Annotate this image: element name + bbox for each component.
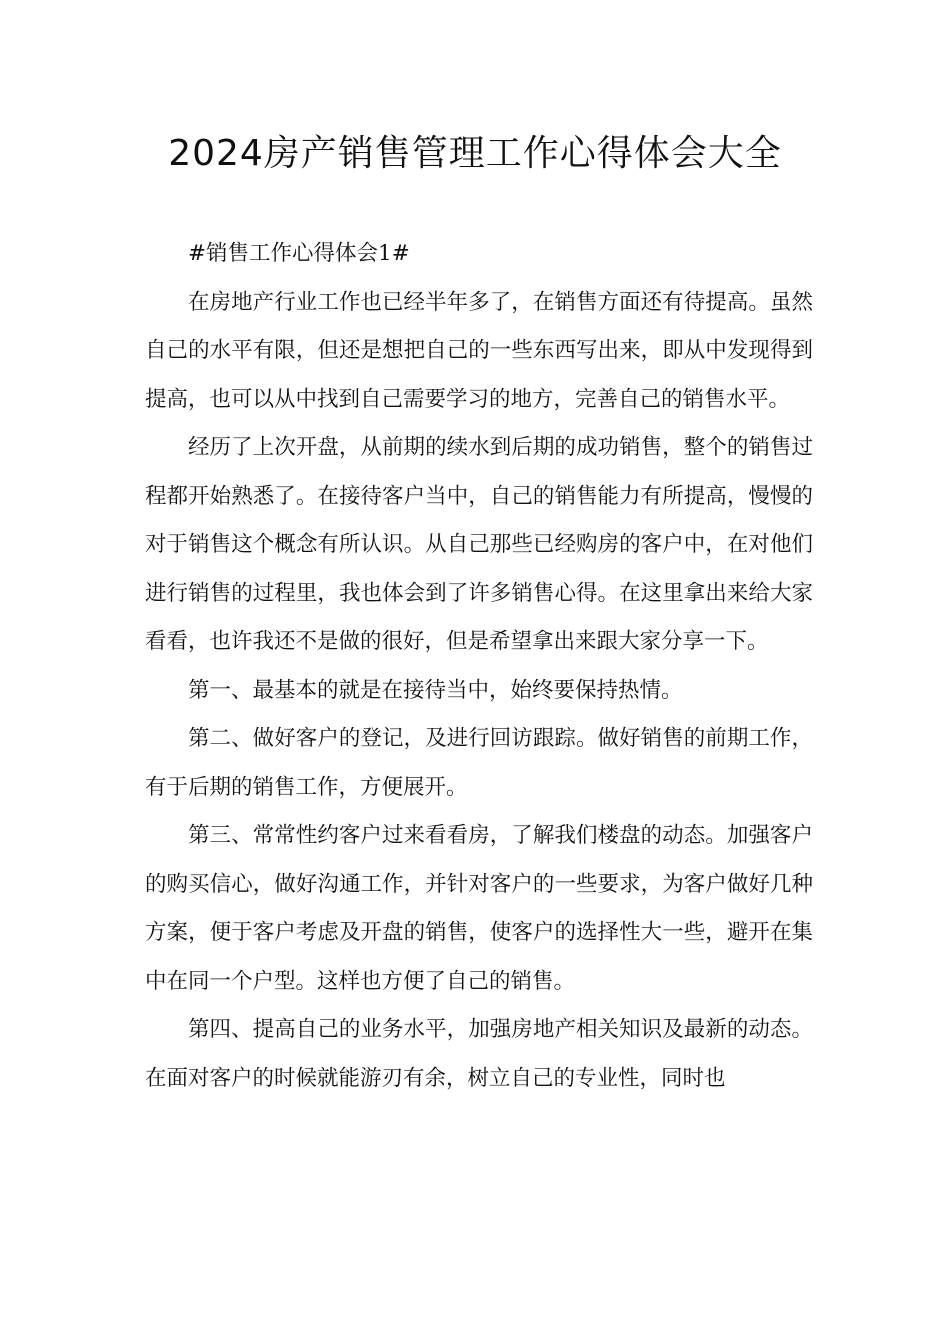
paragraph: 第四、提高自己的业务水平，加强房地产相关知识及最新的动态。在面对客户的时候就能游刃有余，树立自己的专业性，同时也: [145, 1017, 813, 1091]
section-heading: #销售工作心得体会1#: [188, 241, 410, 266]
paragraph: 第二、做好客户的登记，及进行回访跟踪。做好销售的前期工作，有于后期的销售工作，方便展开。: [145, 726, 813, 800]
paragraph: 第一、最基本的就是在接待当中，始终要保持热情。: [188, 677, 683, 703]
document-title: 2024房产销售管理工作心得体会大全: [168, 133, 782, 174]
paragraph: 经历了上次开盘，从前期的续水到后期的成功销售，整个的销售过程都开始熟悉了。在接待客户当中，自己的销售能力有所提高，慢慢的对于销售这个概念有所认识。从自己那些已经购房的客户中，在对他们进行销售的过程里，我也体会到了许多销售心得。在这里拿出来给大家看看，也许我还不是做的很好，但是希望拿出来跟大家分享一下。: [145, 435, 813, 654]
paragraph: 在房地产行业工作也已经半年多了，在销售方面还有待提高。虽然自己的水平有限，但还是想把自己的一些东西写出来，即从中发现得到提高，也可以从中找到自己需要学习的地方，完善自己的销售水平。: [145, 289, 813, 412]
document-body: [145, 230, 813, 1103]
paragraph: 第三、常常性约客户过来看看房，了解我们楼盘的动态。加强客户的购买信心，做好沟通工作，并针对客户的一些要求，为客户做好几种方案，便于客户考虑及开盘的销售，使客户的选择性大一些，避开在集中在同一个户型。这样也方便了自己的销售。: [145, 823, 813, 994]
